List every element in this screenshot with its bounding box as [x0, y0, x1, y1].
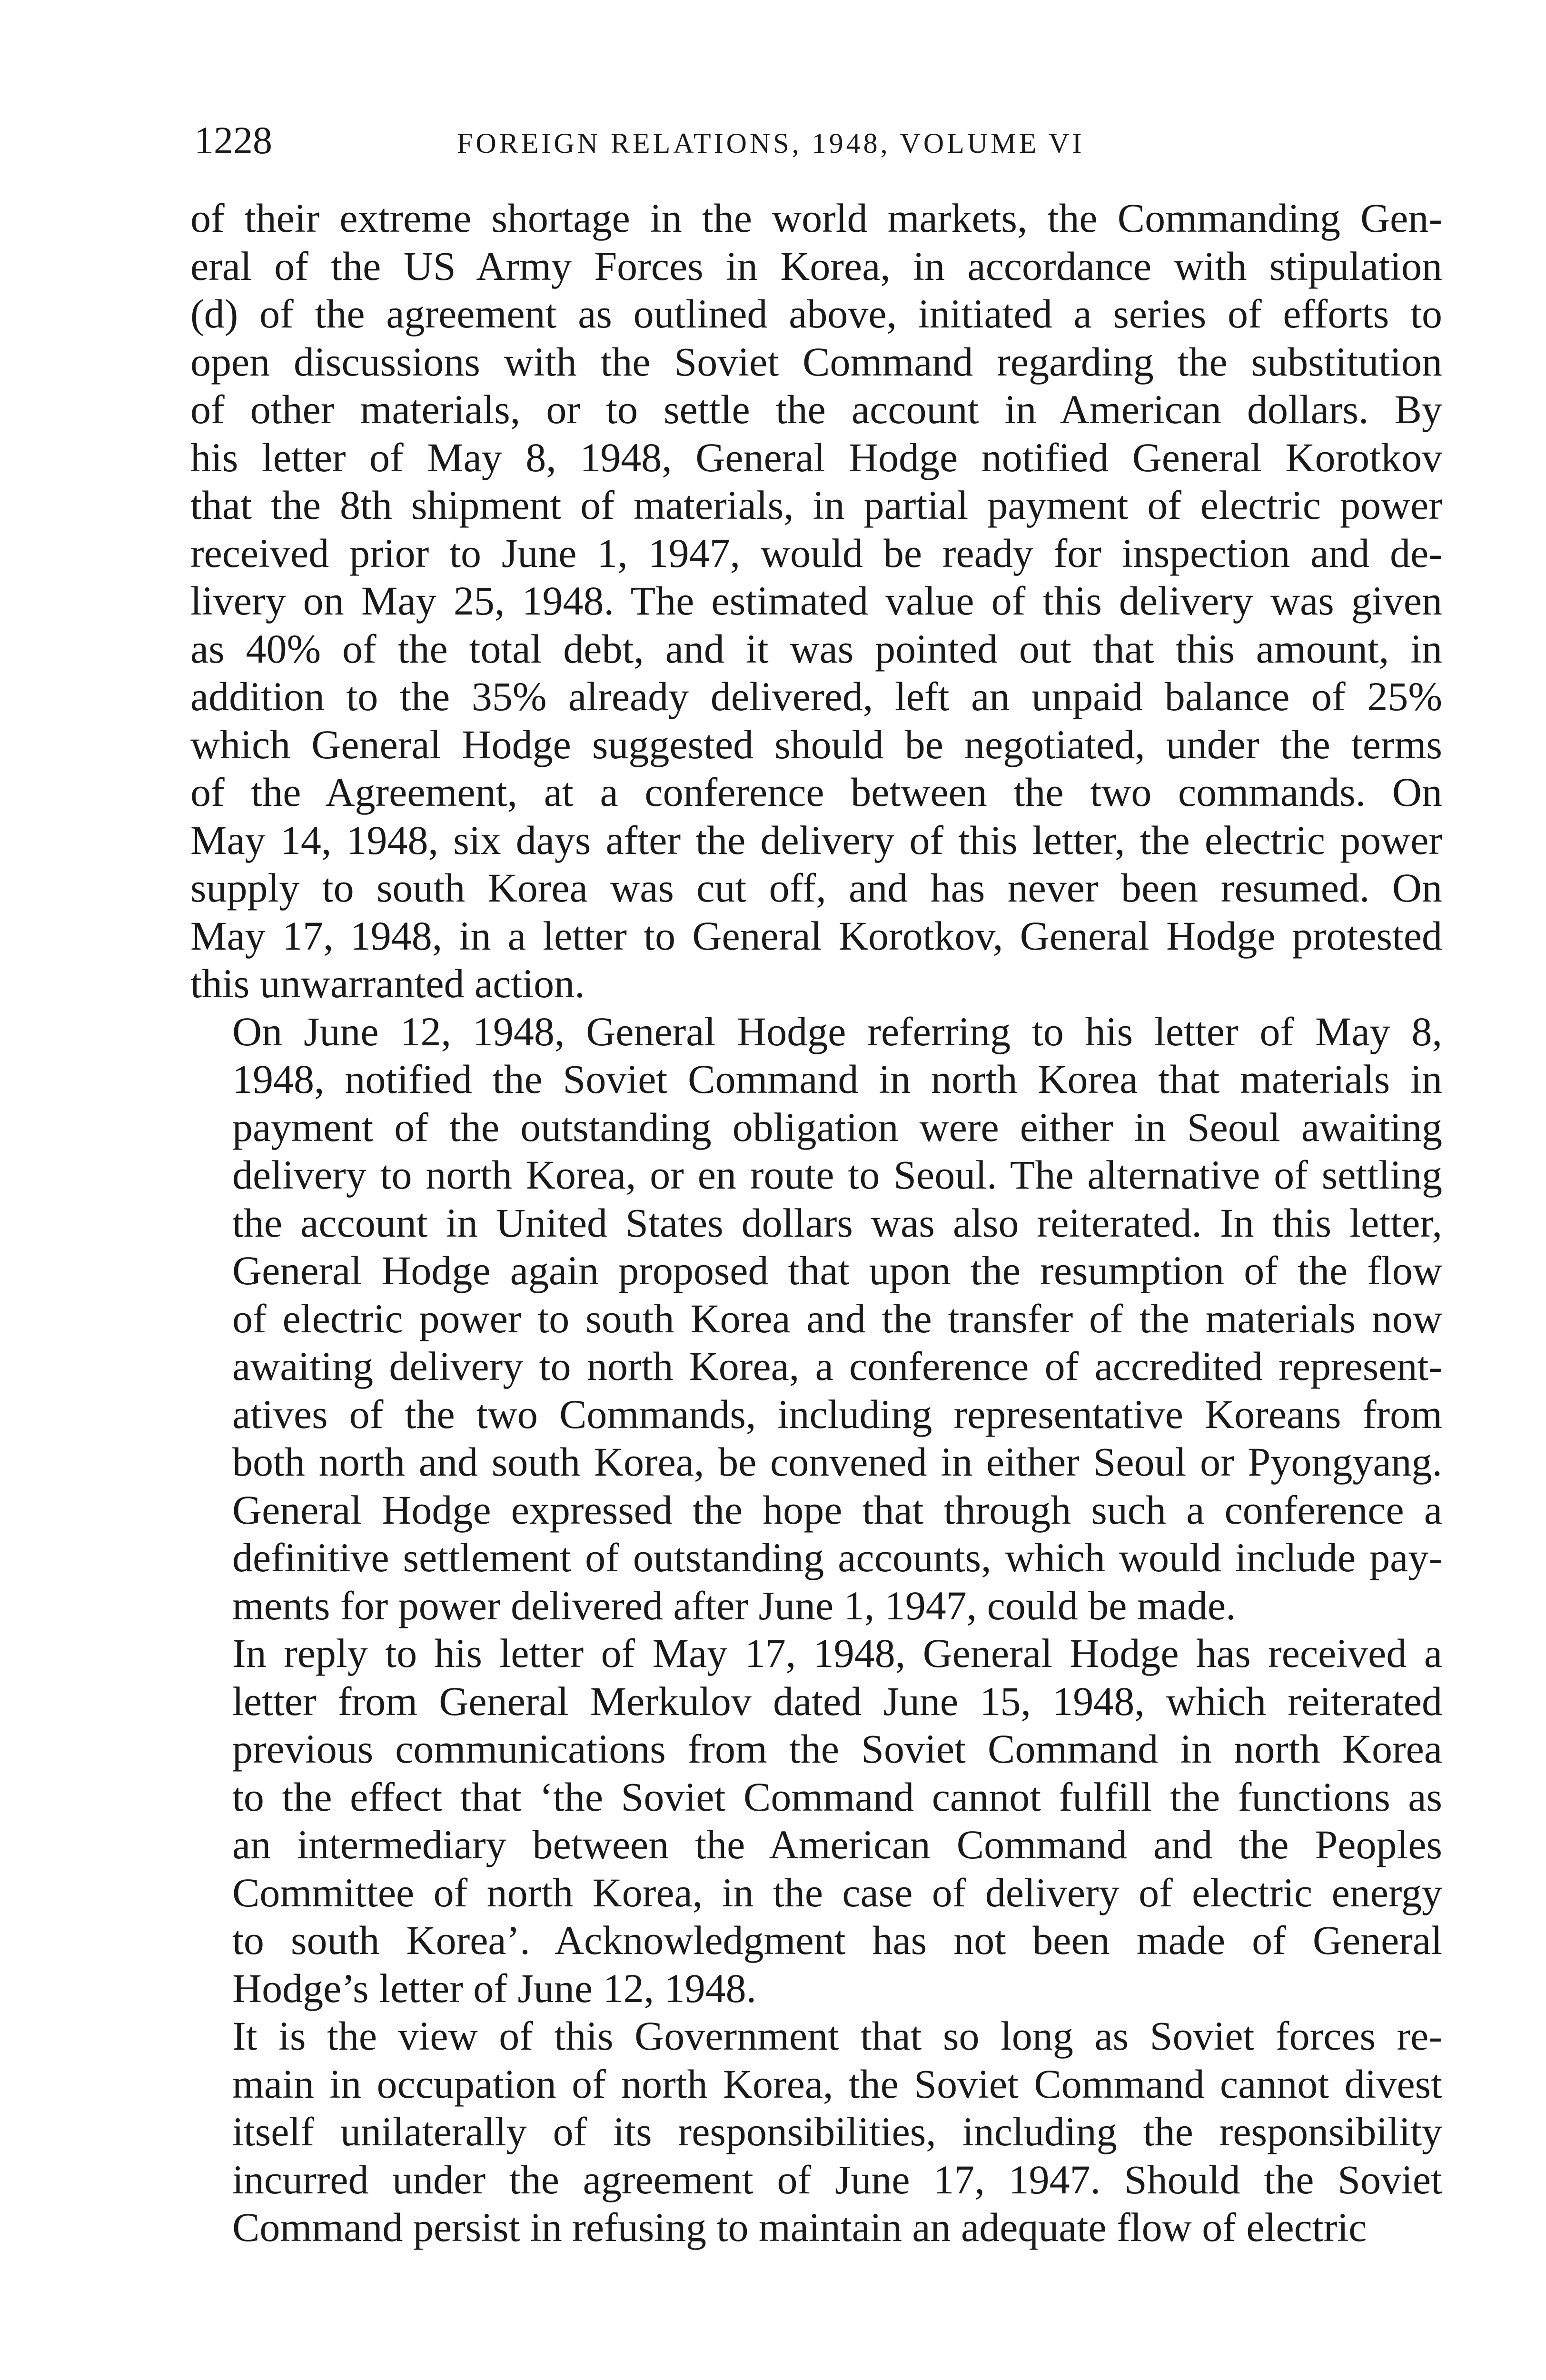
text-line: awaiting delivery to north Korea, a conference of accredited represent-: [232, 1343, 1442, 1389]
paragraph: [190, 194, 1442, 1008]
text-line: as 40% of the total debt, and it was pointed out that this amount, in: [190, 625, 1442, 672]
text-line: supply to south Korea was cut off, and has never been resumed. On: [190, 865, 1442, 911]
text-line: delivery to north Korea, or en route to Seoul. The alternative of settling: [232, 1152, 1442, 1198]
body-text: [190, 194, 1442, 2251]
text-line: both north and south Korea, be convened in either Seoul or Pyongyang.: [232, 1439, 1442, 1485]
text-line: May 14, 1948, six days after the delivery of this letter, the electric power: [190, 817, 1442, 863]
text-line: definitive settlement of outstanding accounts, which would include pay-: [232, 1535, 1442, 1580]
text-line: General Hodge expressed the hope that through such a conference a: [232, 1487, 1442, 1533]
text-line: In reply to his letter of May 17, 1948, General Hodge has received a: [232, 1630, 1442, 1676]
text-line: the account in United States dollars was also reiterated. In this letter,: [232, 1200, 1442, 1246]
text-line: his letter of May 8, 1948, General Hodge notified General Korotkov: [190, 434, 1442, 480]
text-line: which General Hodge suggested should be negotiated, under the terms: [190, 721, 1442, 767]
text-line: open discussions with the Soviet Command regarding the substitution: [190, 338, 1442, 385]
text-line: 1948, notified the Soviet Command in north Korea that materials in: [232, 1056, 1442, 1102]
text-line: atives of the two Commands, including representative Koreans from: [232, 1391, 1442, 1437]
text-line: payment of the outstanding obligation were either in Seoul awaiting: [232, 1104, 1442, 1150]
text-line: livery on May 25, 1948. The estimated value of this delivery was given: [190, 578, 1442, 624]
running-head: [194, 117, 1451, 174]
text-line: to south Korea’. Acknowledgment has not been made of General: [232, 1917, 1442, 1963]
text-line: of the Agreement, at a conference between the two commands. On: [190, 769, 1442, 815]
text-line: addition to the 35% already delivered, left an unpaid balance of 25%: [190, 674, 1442, 719]
text-line: this unwarranted action.: [190, 961, 585, 1006]
text-line: an intermediary between the American Command and the Peoples: [232, 1822, 1442, 1867]
text-line: of their extreme shortage in the world markets, the Commanding Gen-: [190, 195, 1442, 241]
text-line: Hodge’s letter of June 12, 1948.: [232, 1965, 757, 2011]
text-line: main in occupation of north Korea, the Soviet Command cannot divest: [232, 2061, 1442, 2107]
text-line: to the effect that ‘the Soviet Command cannot fulfill the functions as: [232, 1774, 1442, 1820]
text-line: General Hodge again proposed that upon the resumption of the flow: [232, 1248, 1442, 1293]
page-number: 1228: [194, 119, 272, 162]
text-line: letter from General Merkulov dated June 15, 1948, which reiterated: [232, 1678, 1442, 1724]
text-line: of other materials, or to settle the account in American dollars. By: [190, 387, 1442, 432]
text-line: ments for power delivered after June 1, 1947, could be made.: [232, 1582, 1236, 1628]
running-head-title: FOREIGN RELATIONS, 1948, VOLUME VI: [457, 128, 1085, 159]
text-line: previous communications from the Soviet Command in north Korea: [232, 1726, 1442, 1772]
text-line: Committee of north Korea, in the case of delivery of electric energy: [232, 1869, 1442, 1915]
text-line: received prior to June 1, 1947, would be ready for inspection and de-: [190, 530, 1442, 576]
text-line: itself unilaterally of its responsibilities, including the responsibility: [232, 2109, 1442, 2154]
paragraph: [190, 1629, 1442, 2012]
paragraph: [190, 2012, 1442, 2251]
paragraph: [190, 1008, 1442, 1630]
text-line: Command persist in refusing to maintain an adequate flow of electric: [232, 2204, 1367, 2250]
text-line: of electric power to south Korea and the transfer of the materials now: [232, 1295, 1442, 1341]
text-line: May 17, 1948, in a letter to General Korotkov, General Hodge protested: [190, 912, 1442, 959]
text-line: eral of the US Army Forces in Korea, in accordance with stipulation: [190, 243, 1442, 289]
text-line: It is the view of this Government that so long as Soviet forces re-: [232, 2013, 1442, 2059]
text-line: that the 8th shipment of materials, in partial payment of electric power: [190, 482, 1442, 528]
text-line: (d) of the agreement as outlined above, initiated a series of efforts to: [190, 291, 1442, 337]
text-line: On June 12, 1948, General Hodge referring to his letter of May 8,: [232, 1008, 1442, 1054]
text-line: incurred under the agreement of June 17, 1947. Should the Soviet: [232, 2156, 1442, 2202]
